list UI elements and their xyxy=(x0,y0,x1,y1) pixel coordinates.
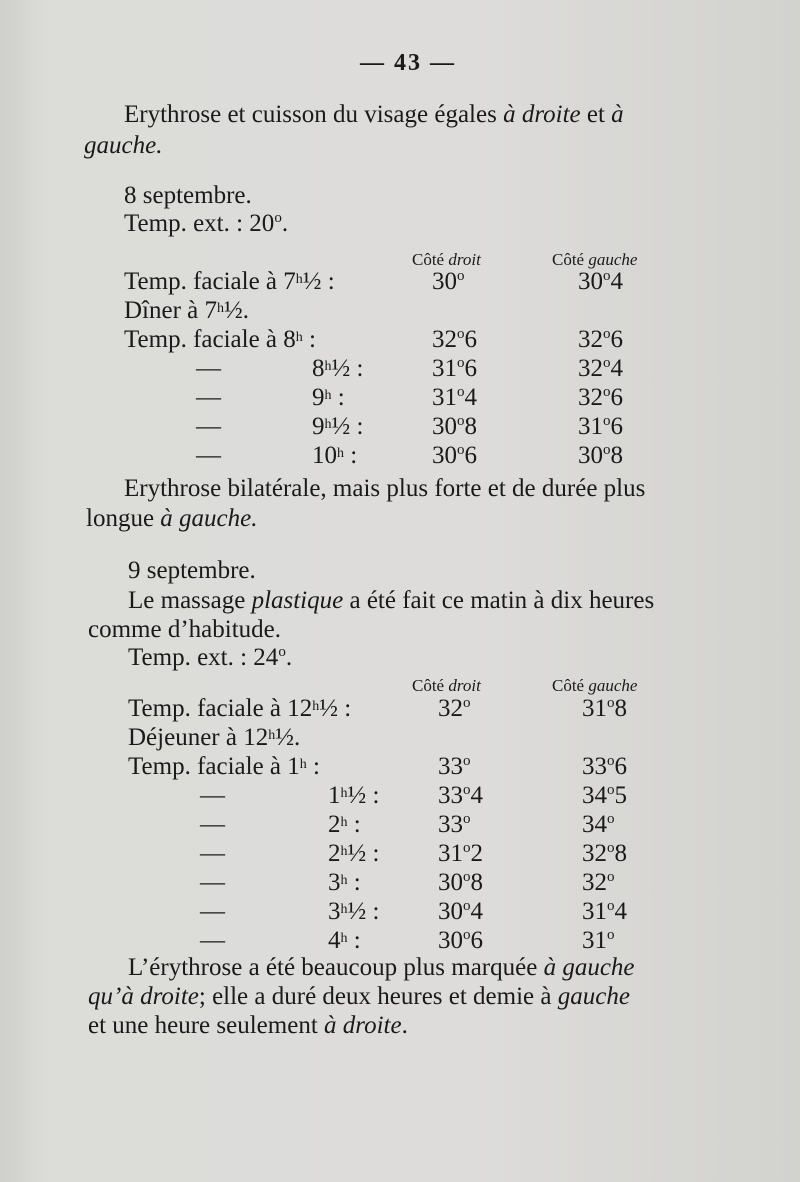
row-time-value: 2 xyxy=(328,811,341,838)
row-label-text: — xyxy=(196,384,221,411)
value-int: 32 xyxy=(432,326,457,353)
day1-value-left xyxy=(578,441,623,471)
value-int: 30 xyxy=(578,268,603,295)
row-time-value: 1 xyxy=(328,782,341,809)
separator: : xyxy=(350,413,364,440)
row-label-text: Temp. faciale à 8 xyxy=(124,326,296,353)
value-int: 34 xyxy=(582,811,607,838)
day1-value-right xyxy=(432,383,477,413)
value-int: 32 xyxy=(582,840,607,867)
day1-row-label xyxy=(124,325,316,355)
day2-value-right xyxy=(438,694,471,724)
value-int: 34 xyxy=(582,782,607,809)
day2-col-right-header: Côté droit xyxy=(412,676,481,695)
hour-mark: h xyxy=(295,272,303,287)
degree-mark: o xyxy=(603,326,611,342)
value-int: 30 xyxy=(438,869,463,896)
day2-value-left xyxy=(582,752,627,782)
row-time-value: 3 xyxy=(328,898,341,925)
degree-mark: o xyxy=(463,927,471,943)
day1-row-label xyxy=(196,354,221,384)
hour-mark: h xyxy=(295,330,303,345)
value-dec: 6 xyxy=(464,355,477,382)
row-label-text: — xyxy=(200,840,225,867)
hour-mark: h xyxy=(340,873,348,888)
value-int: 32 xyxy=(438,695,463,722)
fraction: ½ xyxy=(347,840,367,867)
value-dec: 6 xyxy=(464,326,477,353)
hour-mark: h xyxy=(324,417,332,432)
row-time-wrap xyxy=(300,753,320,780)
row-label-text: — xyxy=(200,898,225,925)
day1-row-time xyxy=(312,412,363,442)
value-int: 32 xyxy=(578,326,603,353)
day1-value-left xyxy=(578,267,623,297)
value-int: 31 xyxy=(578,413,603,440)
separator: : xyxy=(331,384,345,411)
separator: : xyxy=(302,326,316,353)
value-dec: 8 xyxy=(614,695,627,722)
separator: : xyxy=(347,869,361,896)
day1-value-left xyxy=(578,412,623,442)
hour-mark: h xyxy=(324,388,332,403)
row-time-wrap xyxy=(296,326,316,353)
row-time-value: 8 xyxy=(312,355,325,382)
day1-row-label xyxy=(124,267,335,297)
intro-line-1: Erythrose et cuisson du visage égales à droite et à xyxy=(124,101,624,128)
day2-row-label xyxy=(200,897,225,927)
day2-row-time xyxy=(328,810,361,840)
degree-mark: o xyxy=(603,413,611,429)
day2-row-label xyxy=(200,868,225,898)
day2-row-time xyxy=(328,781,379,811)
day2-value-left xyxy=(582,926,615,956)
value-int: 33 xyxy=(438,811,463,838)
day2-row-label xyxy=(200,810,225,840)
row-label-text: — xyxy=(200,811,225,838)
value-int: 31 xyxy=(582,695,607,722)
fraction: ½ xyxy=(347,898,367,925)
hour-mark: h xyxy=(324,359,332,374)
value-dec: 2 xyxy=(470,840,483,867)
day2-value-left xyxy=(582,810,615,840)
degree-mark: o xyxy=(457,326,465,342)
separator: . xyxy=(293,724,301,751)
degree-mark: o xyxy=(603,442,611,458)
row-time-value: 9 xyxy=(312,384,325,411)
day1-temp-ext: Temp. ext. : 20$^o$. xyxy=(124,210,289,237)
value-int: 31 xyxy=(582,898,607,925)
day2-value-right xyxy=(438,897,483,927)
row-time-value: 10 xyxy=(312,442,337,469)
hour-mark: h xyxy=(268,728,276,743)
day2-row-label xyxy=(200,926,225,956)
degree-mark: o xyxy=(463,840,471,856)
separator: : xyxy=(366,840,380,867)
fraction: ½ xyxy=(331,355,351,382)
separator: . xyxy=(242,297,250,324)
row-label-text: — xyxy=(196,442,221,469)
degree-mark: o xyxy=(607,782,615,798)
day1-date: 8 septembre. xyxy=(124,182,252,209)
day2-col-left-header: Côté gauche xyxy=(552,676,638,695)
day2-row-label xyxy=(128,723,300,753)
separator: : xyxy=(338,695,352,722)
day1-row-label xyxy=(196,383,221,413)
separator: : xyxy=(306,753,320,780)
separator: : xyxy=(344,442,358,469)
day1-value-right xyxy=(432,325,477,355)
final-line-2: qu’à droite; elle a duré deux heures et demie à gauche xyxy=(88,983,630,1010)
day1-row-time xyxy=(312,354,363,384)
degree-mark: o xyxy=(457,384,465,400)
value-int: 32 xyxy=(578,355,603,382)
degree-mark: o xyxy=(463,811,471,827)
row-label-text: Temp. faciale à 1 xyxy=(128,753,300,780)
row-label-text: Temp. faciale à 12 xyxy=(128,695,313,722)
day2-row-time xyxy=(328,897,379,927)
value-dec: 4 xyxy=(470,898,483,925)
hour-mark: h xyxy=(340,786,348,801)
row-label-text: — xyxy=(196,413,221,440)
day2-value-left xyxy=(582,868,615,898)
degree-mark: o xyxy=(457,413,465,429)
separator: : xyxy=(347,811,361,838)
day2-row-time xyxy=(328,839,379,869)
separator: : xyxy=(366,898,380,925)
value-dec: 8 xyxy=(614,840,627,867)
degree-mark: o xyxy=(463,753,471,769)
fraction: ½ xyxy=(275,724,294,751)
day2-value-right xyxy=(438,839,483,869)
value-dec: 8 xyxy=(464,413,477,440)
day2-value-left xyxy=(582,897,627,927)
value-dec: 6 xyxy=(614,753,627,780)
value-int: 32 xyxy=(578,384,603,411)
page-number: — 43 — xyxy=(360,50,456,76)
day2-value-left xyxy=(582,839,627,869)
degree-mark: o xyxy=(463,869,471,885)
day2-value-right xyxy=(438,810,471,840)
day1-row-time xyxy=(312,441,357,471)
value-int: 31 xyxy=(582,927,607,954)
value-dec: 8 xyxy=(610,442,623,469)
value-int: 32 xyxy=(582,869,607,896)
value-int: 30 xyxy=(432,268,457,295)
degree-mark: o xyxy=(457,268,465,284)
value-int: 31 xyxy=(432,384,457,411)
day1-col-right-header: Côté droit xyxy=(412,250,481,269)
day2-date: 9 septembre. xyxy=(128,557,256,584)
value-dec: 6 xyxy=(464,442,477,469)
value-int: 31 xyxy=(438,840,463,867)
fraction: ½ xyxy=(224,297,243,324)
row-time-value: 4 xyxy=(328,927,341,954)
row-label-text: — xyxy=(200,869,225,896)
hour-mark: h xyxy=(217,301,225,316)
day2-massage-1: Le massage plastique a été fait ce matin à dix heures xyxy=(128,587,655,614)
fraction: ½ xyxy=(302,268,322,295)
day2-row-label xyxy=(128,694,351,724)
degree-mark: o xyxy=(463,782,471,798)
degree-mark: o xyxy=(457,355,465,371)
row-time-value: 2 xyxy=(328,840,341,867)
day2-row-label xyxy=(200,781,225,811)
degree-mark: o xyxy=(607,811,615,827)
row-time-wrap xyxy=(312,695,351,722)
value-dec: 4 xyxy=(614,898,627,925)
degree-mark: o xyxy=(603,268,611,284)
day2-row-time xyxy=(328,926,361,956)
value-int: 31 xyxy=(432,355,457,382)
separator: : xyxy=(366,782,380,809)
day1-value-left xyxy=(578,325,623,355)
value-int: 30 xyxy=(578,442,603,469)
day1-row-label xyxy=(196,412,221,442)
day1-value-right xyxy=(432,412,477,442)
day2-value-right xyxy=(438,926,483,956)
value-dec: 6 xyxy=(610,413,623,440)
day1-value-left xyxy=(578,383,623,413)
degree-mark: o xyxy=(457,442,465,458)
day1-row-time xyxy=(312,383,345,413)
value-int: 33 xyxy=(582,753,607,780)
row-label-text: — xyxy=(196,355,221,382)
separator: : xyxy=(347,927,361,954)
hour-mark: h xyxy=(340,902,348,917)
degree-mark: o xyxy=(607,869,615,885)
fraction: ½ xyxy=(319,695,339,722)
day2-value-right xyxy=(438,868,483,898)
hour-mark: h xyxy=(299,757,307,772)
value-int: 30 xyxy=(432,413,457,440)
day1-row-label xyxy=(196,441,221,471)
row-label-text: — xyxy=(200,782,225,809)
day1-value-right xyxy=(432,267,465,297)
day2-massage-2: comme d’habitude. xyxy=(88,616,281,643)
degree-mark: o xyxy=(607,840,615,856)
day2-row-label xyxy=(128,752,320,782)
row-time-wrap xyxy=(217,297,249,324)
degree-mark: o xyxy=(463,695,471,711)
degree-mark: o xyxy=(607,898,615,914)
hour-mark: h xyxy=(312,699,320,714)
degree-mark: o xyxy=(607,927,615,943)
fraction: ½ xyxy=(347,782,367,809)
degree-mark: o xyxy=(603,384,611,400)
day2-row-label xyxy=(200,839,225,869)
day1-conclusion-1: Erythrose bilatérale, mais plus forte et de durée plus xyxy=(124,475,646,502)
value-dec: 4 xyxy=(610,268,623,295)
day2-value-left xyxy=(582,694,627,724)
day1-col-left-header: Côté gauche xyxy=(552,250,638,269)
day1-value-right xyxy=(432,354,477,384)
degree-mark: o xyxy=(607,695,615,711)
value-dec: 8 xyxy=(470,869,483,896)
value-int: 33 xyxy=(438,782,463,809)
hour-mark: h xyxy=(337,446,344,461)
degree-mark: o xyxy=(603,355,611,371)
hour-mark: h xyxy=(340,844,348,859)
separator: : xyxy=(350,355,364,382)
intro-line-2: gauche. xyxy=(84,132,163,159)
row-label-text: Déjeuner à 12 xyxy=(128,724,269,751)
day2-temp-ext: Temp. ext. : 24$^o$. xyxy=(128,644,293,671)
row-time-wrap xyxy=(296,268,335,295)
hour-mark: h xyxy=(340,815,348,830)
value-int: 30 xyxy=(432,442,457,469)
final-line-1: L’érythrose a été beaucoup plus marquée à gauche xyxy=(128,954,635,981)
hour-mark: h xyxy=(340,931,348,946)
value-dec: 6 xyxy=(610,384,623,411)
day1-conclusion-2: longue à gauche. xyxy=(86,505,258,532)
value-int: 33 xyxy=(438,753,463,780)
value-int: 30 xyxy=(438,927,463,954)
row-label-text: Dîner à 7 xyxy=(124,297,218,324)
value-dec: 4 xyxy=(470,782,483,809)
day2-value-right xyxy=(438,752,471,782)
value-dec: 6 xyxy=(470,927,483,954)
value-dec: 4 xyxy=(610,355,623,382)
separator: : xyxy=(321,268,335,295)
row-label-text: — xyxy=(200,927,225,954)
value-dec: 5 xyxy=(614,782,627,809)
row-label-text: Temp. faciale à 7 xyxy=(124,268,296,295)
day1-row-label xyxy=(124,296,249,326)
final-line-3: et une heure seulement à droite. xyxy=(88,1012,408,1039)
day1-value-right xyxy=(432,441,477,471)
fraction: ½ xyxy=(331,413,351,440)
value-dec: 4 xyxy=(464,384,477,411)
degree-mark: o xyxy=(607,753,615,769)
day2-value-left xyxy=(582,781,627,811)
row-time-value: 3 xyxy=(328,869,341,896)
value-int: 30 xyxy=(438,898,463,925)
day1-value-left xyxy=(578,354,623,384)
degree-mark: o xyxy=(463,898,471,914)
row-time-value: 9 xyxy=(312,413,325,440)
row-time-wrap xyxy=(268,724,300,751)
day2-value-right xyxy=(438,781,483,811)
value-dec: 6 xyxy=(610,326,623,353)
day2-row-time xyxy=(328,868,361,898)
